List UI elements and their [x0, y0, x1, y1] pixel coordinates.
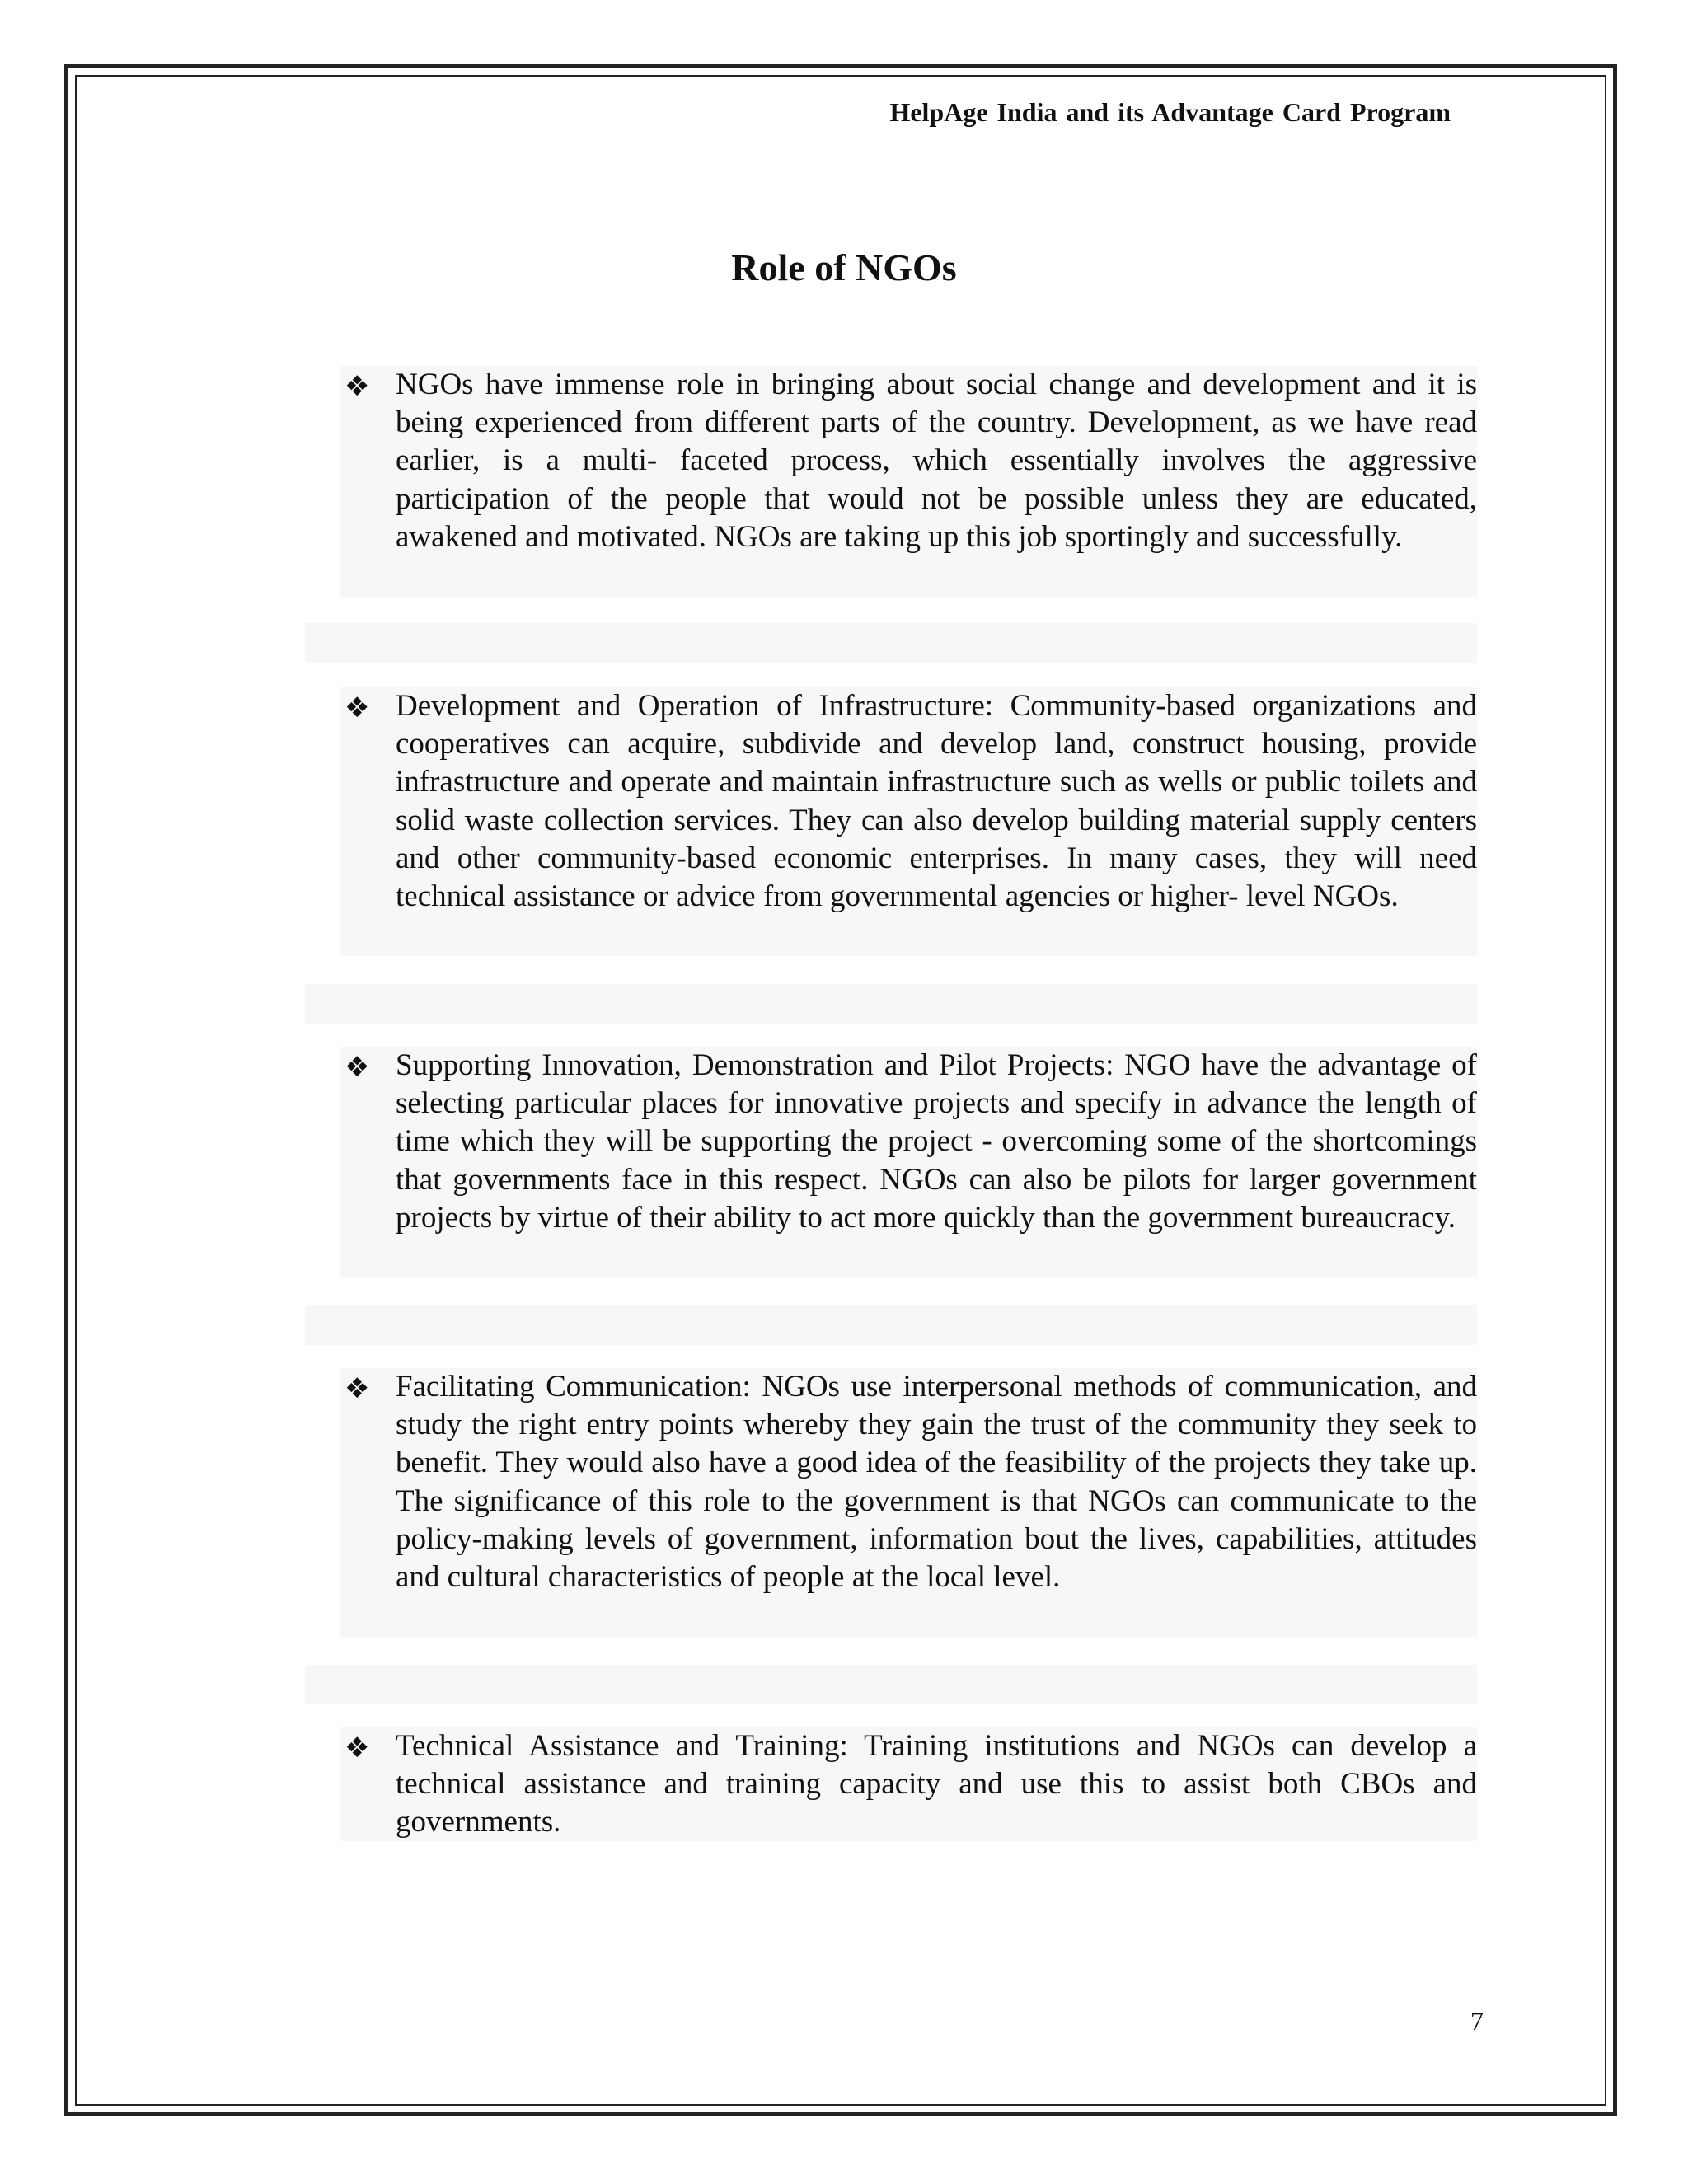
page-number: 7 — [1470, 2006, 1484, 2036]
bullet-diamond-icon: ❖ — [345, 1051, 370, 1084]
section-communication — [340, 1368, 1477, 1637]
section-gap — [305, 984, 1477, 1024]
section-gap — [305, 1305, 1477, 1345]
section-text: Supporting Innovation, Demonstration and Pilot Projects: NGO have the advantage of selecting particular places for innovative projects and specify in advance the length of time which they will be supporting the project - overcoming some of the shortcomings that governments face in this respect. NGOs can also be pilots for larger government projects by virtue of their ability to act more quickly than the government bureaucracy. — [396, 1048, 1477, 1235]
section-social-change — [340, 366, 1477, 597]
running-header: HelpAge India and its Advantage Card Program — [889, 97, 1451, 127]
section-text: NGOs have immense role in bringing about social change and development and it is being experienced from different parts of the country. Development, as we have read earlier, is a multi- faceted process, which essentially involves the aggressive participation of the people that would not be possible unless they are educated, awakened and motivated. NGOs are taking up this job sportingly and successfully. — [396, 368, 1477, 554]
section-text: Facilitating Communication: NGOs use interpersonal methods of communication, and study the right entry points whereby they gain the trust of the community they seek to benefit. They would also have a good idea of the feasibility of the projects they take up. The significance of this role to the government is that NGOs can communicate to the policy-making levels of government, information bout the lives, capabilities, attitudes and cultural characteristics of people at the local level. — [396, 1370, 1477, 1595]
bullet-diamond-icon: ❖ — [345, 1372, 370, 1405]
bullet-diamond-icon: ❖ — [345, 691, 370, 724]
bullet-diamond-icon: ❖ — [345, 370, 370, 403]
page-title: Role of NGOs — [731, 246, 957, 288]
section-infrastructure — [340, 687, 1477, 956]
section-innovation — [340, 1047, 1477, 1277]
section-technical-assistance — [340, 1727, 1477, 1841]
section-text: Technical Assistance and Training: Training institutions and NGOs can develop a technical assistance and training capacity and use this to assist both CBOs and governments. — [396, 1729, 1477, 1840]
section-text: Development and Operation of Infrastructure: Community-based organizations and cooperatives can acquire, subdivide and develop land, construct housing, provide infrastructure and operate and maintain infrastructure such as wells or public toilets and solid waste collection services. They can also develop building material supply centers and other community-based economic enterprises. In many cases, they will need technical assistance or advice from governmental agencies or higher- level NGOs. — [396, 689, 1477, 914]
bullet-diamond-icon: ❖ — [345, 1732, 370, 1765]
section-gap — [305, 623, 1477, 663]
section-gap — [305, 1665, 1477, 1704]
